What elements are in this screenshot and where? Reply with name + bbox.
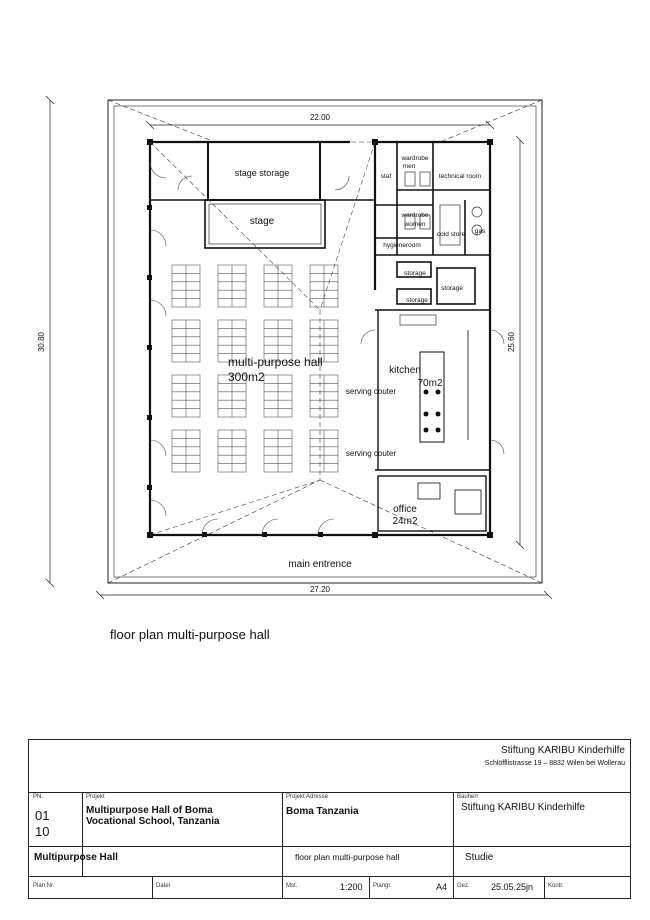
projekt-label: Projekt [86,794,105,800]
mst-label: Mst. [286,883,298,889]
dim-top-width: 22.00 [309,113,331,122]
pn-line2: 10 [35,824,50,839]
room-technical: technical room [438,173,482,180]
gez-value: 25.05.25jn [491,882,534,892]
kitchen-burners [424,390,441,433]
datei-label: Datei [156,883,171,889]
room-wardrobe-women-2: women [404,221,426,228]
room-storage-1: storage [404,270,426,277]
room-kitchen-area: 70m2 [417,378,443,389]
mst-value: 1:200 [340,882,363,892]
room-wardrobe-men-2: men [402,163,416,170]
title-block [28,739,631,899]
room-storage-2: storage [406,297,428,304]
room-hall-area: 300m2 [228,370,265,384]
room-wardrobe-women-1: wardrobe [401,212,429,219]
room-gas: gas [474,228,486,235]
plan-phase: Studie [465,852,494,863]
door-swings [150,162,504,535]
bauherr-value: Stiftung KARIBU Kinderhilfe [461,802,585,813]
room-stage-storage: stage storage [234,168,290,178]
bauherr-label: Bauherr [457,794,479,800]
room-staff: staf [380,173,392,180]
room-hygieneroom: hygieneroom [383,242,421,249]
dim-bottom-width: 27.20 [309,585,331,594]
plan-caption: floor plan multi-purpose hall [110,627,270,642]
plan-nr-label: Plan Nr. [33,883,55,889]
room-cold-store: cold store [436,231,466,238]
kontr-label: Kontr. [548,883,564,889]
adresse-value: Boma Tanzania [286,806,359,817]
gez-label: Gez. [457,883,470,889]
plangr-label: Plangr. [373,883,392,889]
room-stage: stage [249,216,275,227]
projekt-value: Multipurpose Hall of Boma Vocational School, Tanzania [86,805,220,827]
pn-label: PN. [33,794,44,800]
room-kitchen-name: kitchen [389,365,421,376]
room-storage-3: storage [441,285,463,292]
stage-area [150,142,375,248]
room-hall-name: multi-purpose hall [228,355,323,369]
client-address: Schlöfflistrasse 19 – 8832 Wilen bei Wollerau [484,760,625,767]
dim-left-height: 30.80 [37,331,46,353]
dimension-lines [46,96,552,599]
plan-description: floor plan multi-purpose hall [295,852,400,862]
label-serving-counter-1: serving couter [345,387,397,396]
pn-line1: 01 [35,808,50,823]
label-serving-counter-2: serving couter [345,449,397,458]
room-office-area: 24m2 [392,516,418,527]
plangr-value: A4 [436,882,448,892]
dim-right-height: 25.60 [507,331,516,353]
room-wardrobe-men-1: wardrobe [401,155,429,162]
service-rooms [375,142,490,310]
client-name: Stiftung KARIBU Kinderhilfe [501,745,625,756]
label-main-entrance: main entrence [288,559,352,570]
plan-title: Multipurpose Hall [34,852,118,863]
room-office-name: office [393,504,417,515]
adresse-label: Projekt Adresse [286,794,329,800]
